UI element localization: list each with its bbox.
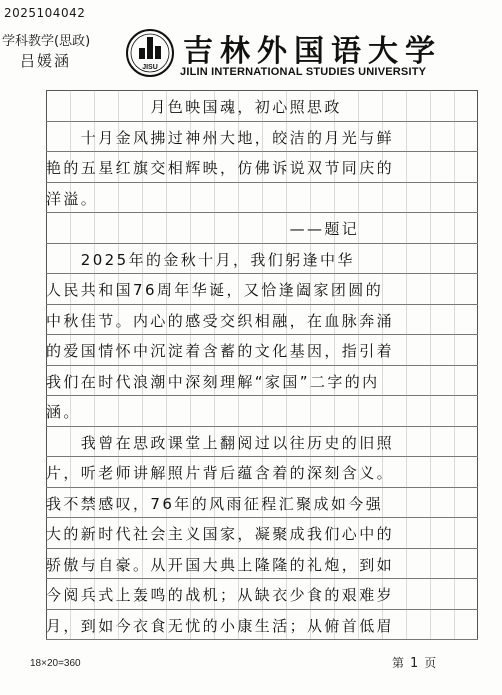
student-name: 吕媛涵 bbox=[20, 52, 72, 70]
essay-title: 月色映国魂，初心照思政 bbox=[46, 98, 342, 116]
essay-line: 十月金风拂过神州大地，皎洁的月光与鲜 bbox=[46, 128, 395, 147]
essay-line: 2025年的金秋十月，我们躬逢中华 bbox=[46, 250, 355, 269]
grid-spec: 18×20=360 bbox=[30, 658, 81, 669]
essay-line: 片，听老师讲解照片背后蕴含着的深刻含义。 bbox=[46, 464, 395, 482]
essay-line: ——题记 bbox=[46, 220, 360, 238]
university-name-en: JILIN INTERNATIONAL STUDIES UNIVERSITY bbox=[180, 66, 427, 78]
essay-line: 艳的五星红旗交相辉映，仿佛诉说双节同庆的 bbox=[46, 159, 395, 177]
essay-line: 我不禁感叹，76年的风雨征程汇聚成如今强 bbox=[46, 494, 384, 513]
page-number bbox=[392, 654, 436, 671]
essay-line: 月，到如今衣食无忧的小康生活；从俯首低眉 bbox=[46, 616, 395, 635]
essay-line: 涵。 bbox=[46, 403, 81, 421]
essay-line: 我曾在思政课堂上翻阅过以往历史的旧照 bbox=[46, 433, 395, 452]
essay-line: 洋溢。 bbox=[46, 189, 99, 208]
logo-text: JISU bbox=[142, 64, 158, 71]
student-major: 学科教学(思政) bbox=[2, 34, 91, 49]
page-prefix: 第 bbox=[392, 656, 405, 670]
essay-line: 中秋佳节。内心的感受交织相融，在血脉奔涌 bbox=[46, 311, 395, 330]
essay-line: 我们在时代浪潮中深刻理解“家国”二字的内 bbox=[46, 372, 380, 391]
essay-line: 的爱国情怀中沉淀着含蓄的文化基因，指引着 bbox=[46, 342, 395, 360]
essay-line: 今阅兵式上轰鸣的战机；从缺衣少食的艰难岁 bbox=[46, 586, 395, 604]
university-name-cn: 吉林外国语大学 bbox=[183, 34, 442, 69]
page-number-value: 1 bbox=[410, 656, 419, 671]
essay-line: 骄傲与自豪。从开国大典上隆隆的礼炮，到如 bbox=[46, 555, 395, 574]
university-logo bbox=[125, 28, 175, 78]
essay-line: 人民共和国76周年华诞，又恰逢阖家团圆的 bbox=[46, 281, 384, 299]
essay-line: 大的新时代社会主义国家，凝聚成我们心中的 bbox=[46, 525, 395, 543]
page-suffix: 页 bbox=[424, 656, 437, 670]
grid-row-line bbox=[46, 639, 478, 640]
student-id: 2025104042 bbox=[4, 6, 86, 20]
